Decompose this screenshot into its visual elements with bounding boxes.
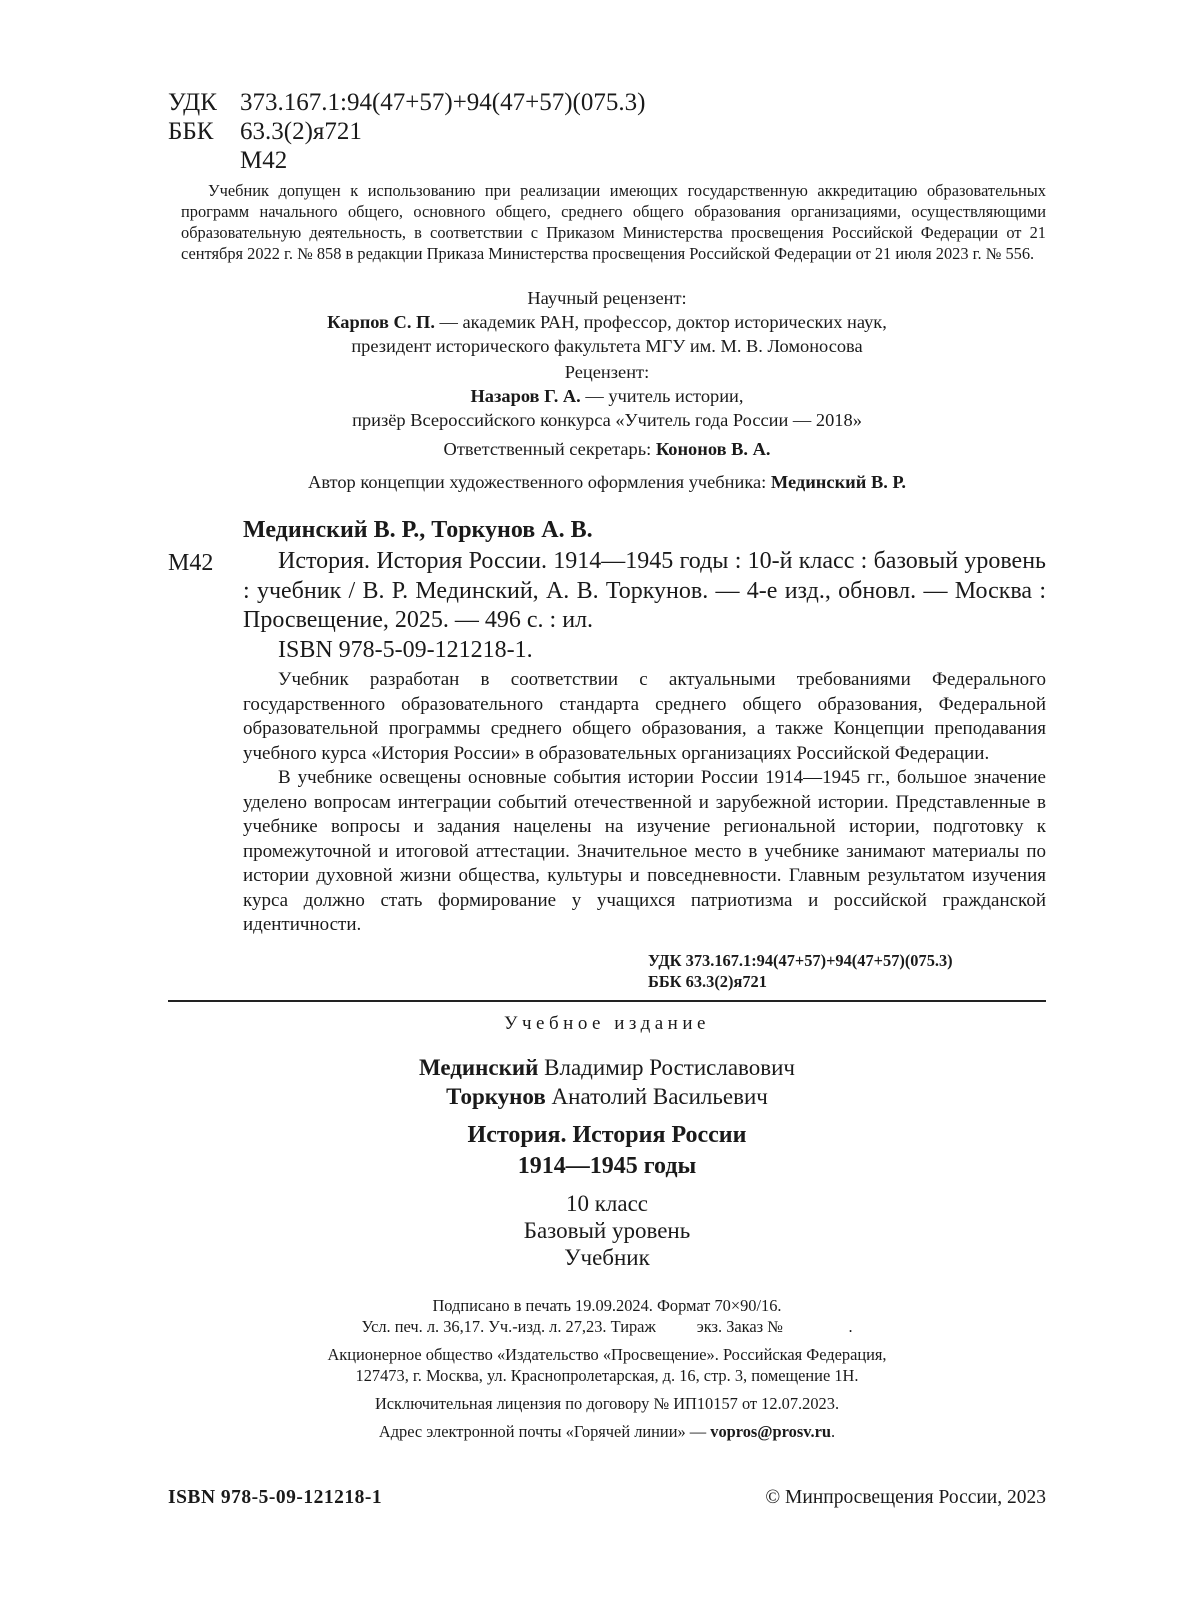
scientific-reviewer-name: Карпов С. П.	[327, 312, 435, 332]
author1-name: Владимир Ростиславович	[538, 1055, 795, 1080]
level: Базовый уровень	[523, 1218, 691, 1243]
reviewer	[168, 360, 1046, 432]
author-mark: М42	[240, 147, 288, 174]
author-names	[168, 1053, 1046, 1111]
approval-notice: Учебник допущен к использованию при реализации имеющих государственную аккредитацию образовательных программ начального общего, основного общего, среднего общего образования организациями, осуществляющими образовательную деятельность, в соответствии с Приказом Министерства просвещения Российской Федерации от 21 сентября 2022 г. № 858 в редакции Приказа Министерства просвещения Российской Федерации от 21 июля 2023 г. № 556.	[181, 181, 1046, 263]
hotline-suffix: .	[831, 1422, 836, 1441]
book-type: Учебник	[564, 1245, 650, 1270]
secretary-label: Ответственный секретарь:	[443, 439, 656, 459]
scientific-reviewer-desc2: президент исторического факультета МГУ им. М. В. Ломоносова	[351, 336, 863, 356]
book-grade-info	[168, 1190, 1046, 1271]
udk-row	[168, 88, 645, 117]
bbk-label: ББК	[168, 118, 214, 145]
reviewer-desc1: — учитель истории,	[580, 386, 744, 406]
biblio-mark: М42	[168, 550, 214, 576]
scientific-reviewer-desc1: — академик РАН, профессор, доктор исторических наук,	[434, 312, 887, 332]
author2-surname: Торкунов	[446, 1084, 546, 1109]
udk-label: УДК	[168, 89, 217, 116]
biblio-authors: Мединский В. Р., Торкунов А. В.	[243, 517, 593, 543]
biblio-isbn: ISBN 978-5-09-121218-1.	[278, 636, 533, 663]
book-title-line1: История. История России	[467, 1122, 747, 1148]
footer-copyright: © Минпросвещения России, 2023	[765, 1487, 1046, 1508]
classification-codes	[168, 88, 645, 175]
scientific-reviewer-line1	[168, 310, 1046, 334]
classification-codes-bottom	[648, 950, 953, 992]
bbk-value: 63.3(2)я721	[240, 118, 362, 145]
book-title-line2: 1914—1945 годы	[517, 1153, 697, 1179]
udk-bottom: УДК 373.167.1:94(47+57)+94(47+57)(075.3)	[648, 951, 953, 970]
reviewer-label: Рецензент:	[564, 362, 650, 382]
biblio-record	[243, 547, 1046, 665]
footer-isbn: ISBN 978-5-09-121218-1	[168, 1487, 383, 1508]
imprint-line3: Акционерное общество «Издательство «Просвещение». Российская Федерация,	[327, 1345, 887, 1364]
imprint-line5: Исключительная лицензия по договору № ИП10157 от 12.07.2023.	[374, 1394, 840, 1413]
reviewer-name: Назаров Г. А.	[470, 386, 581, 406]
responsible-secretary	[168, 437, 1046, 461]
udk-value: 373.167.1:94(47+57)+94(47+57)(075.3)	[240, 89, 646, 116]
imprint-line1: Подписано в печать 19.09.2024. Формат 70×90/16.	[432, 1296, 782, 1315]
book-title	[168, 1120, 1046, 1182]
bbk-row	[168, 117, 645, 146]
edition-label: Учебное издание	[504, 1013, 710, 1034]
author2-name: Анатолий Васильевич	[545, 1084, 768, 1109]
grade: 10 класс	[565, 1191, 649, 1216]
divider	[168, 1000, 1046, 1002]
reviewer-desc2: призёр Всероссийского конкурса «Учитель года России — 2018»	[352, 410, 862, 430]
biblio-description: История. История России. 1914—1945 годы : 10-й класс : базовый уровень : учебник / В. Р. Мединский, А. В. Торкунов. — 4-е изд., обновл. — Москва : Просвещение, 2025. — 496 с. : ил.	[243, 548, 1046, 633]
annotation	[243, 668, 1046, 938]
hotline-label: Адрес электронной почты «Горячей линии» —	[378, 1422, 711, 1441]
hotline-email: vopros@prosv.ru	[710, 1422, 832, 1441]
annotation-paragraph-2: В учебнике освещены основные события истории России 1914—1945 гг., большое значение уделено вопросам интеграции событий отечественной и зарубежной истории. Представленные в учебнике вопросы и задания нацелены на изучение региональной истории, подготовку к промежуточной и итоговой аттестации. Значительное место в учебнике занимают материалы по истории духовной жизни общества, культуры и повседневности. Главным результатом изучения курса должно стать формирование у учащихся патриотизма и российской гражданской идентичности.	[243, 767, 1046, 935]
author1	[168, 1053, 1046, 1082]
scientific-reviewer-label: Научный рецензент:	[527, 288, 687, 308]
design-label: Автор концепции художественного оформления учебника:	[308, 472, 771, 492]
bbk-bottom: ББК 63.3(2)я721	[648, 972, 767, 991]
imprint-line6	[168, 1421, 1046, 1442]
author2	[168, 1082, 1046, 1111]
annotation-paragraph-1: Учебник разработан в соответствии с актуальными требованиями Федерального государственного образовательного стандарта среднего общего образования, Федеральной образовательной программы среднего общего образования, а также Концепции преподавания учебного курса «История России» в образовательных организациях Российской Федерации.	[243, 669, 1046, 764]
imprint-line2: Усл. печ. л. 36,17. Уч.-изд. л. 27,23. Тираж экз. Заказ № .	[361, 1317, 853, 1336]
imprint	[168, 1295, 1046, 1442]
scientific-reviewer	[168, 286, 1046, 358]
secretary-name: Кононов В. А.	[655, 439, 771, 459]
design-author	[168, 470, 1046, 494]
author1-surname: Мединский	[418, 1055, 539, 1080]
author-mark-row	[168, 146, 645, 175]
design-name: Мединский В. Р.	[770, 472, 906, 492]
reviewer-line1	[168, 384, 1046, 408]
imprint-line4: 127473, г. Москва, ул. Краснопролетарская, д. 16, стр. 3, помещение 1Н.	[355, 1366, 859, 1385]
